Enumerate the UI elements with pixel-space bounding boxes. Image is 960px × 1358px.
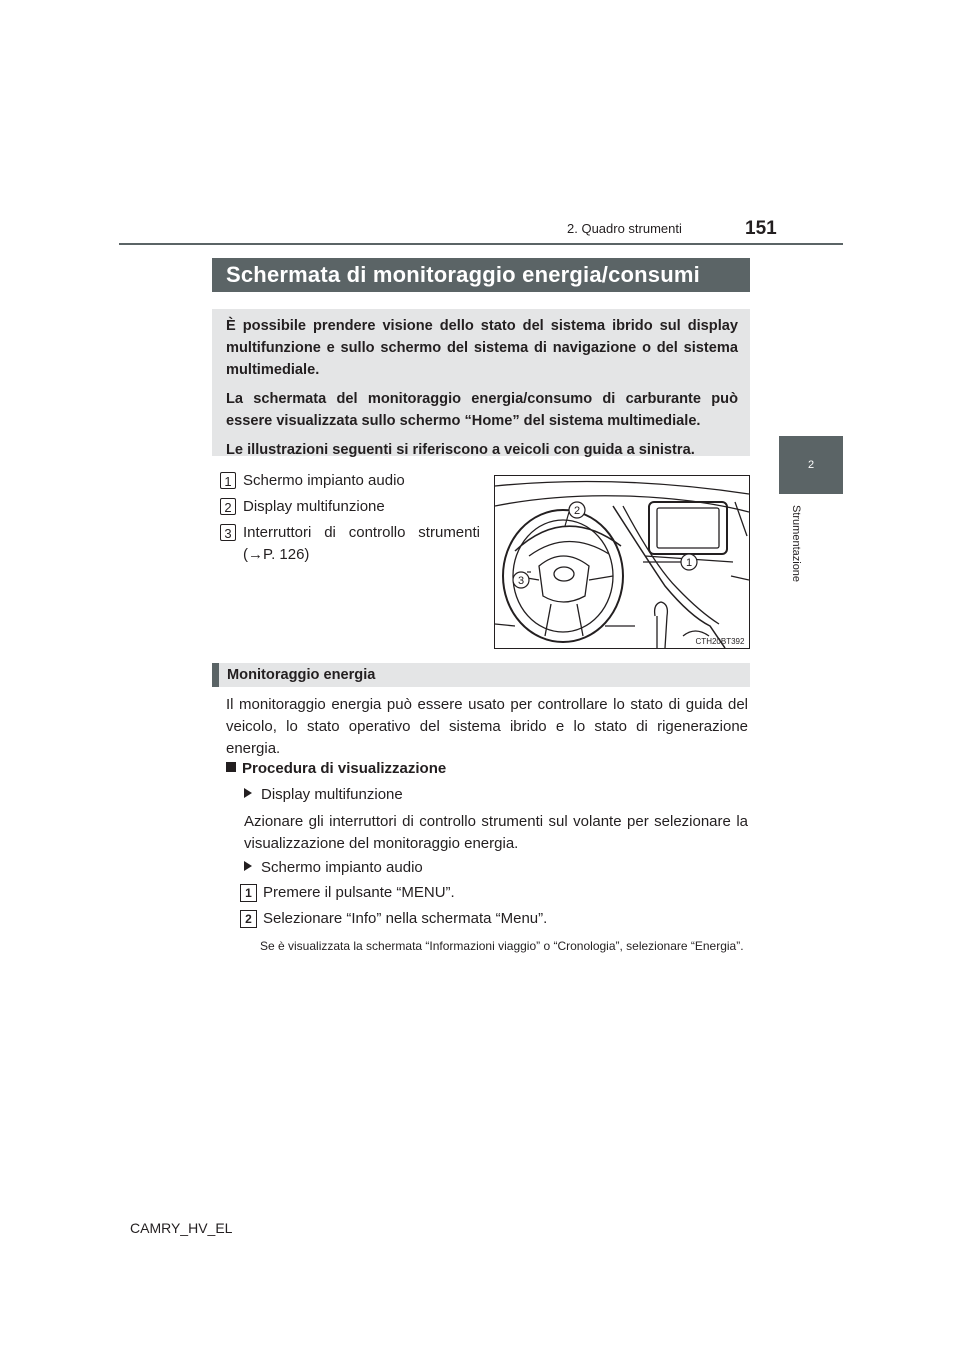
callout-label: 2 [573, 505, 581, 517]
page-number: 151 [745, 218, 777, 239]
legend-text: Interruttori di controllo strumenti (→P. 126) [243, 524, 480, 563]
footer-code: CAMRY_HV_EL [130, 1220, 233, 1236]
section-title: Schermata di monitoraggio energia/consumi [212, 258, 750, 292]
procedure-item-text: Azionare gli interruttori di controllo strumenti sul volante per selezionare la visualizzazione del monitoraggio energia. [244, 813, 748, 852]
callout-number: 2 [220, 498, 236, 515]
subsection-body: Il monitoraggio energia può essere usato per controllare lo stato di guida del veicolo, lo stato operativo del sistema ibrido e lo stato di rigenerazione energia. [226, 696, 748, 757]
step-2: 2 Selezionare “Info” nella schermata “Menu”. [240, 910, 547, 928]
triangle-bullet-icon [244, 861, 252, 871]
legend-text: Display multifunzione [243, 498, 385, 515]
callout-label: 3 [517, 575, 525, 587]
side-tab-chapter-number: 2 [779, 436, 843, 494]
square-bullet-icon [226, 762, 236, 772]
legend-text: Schermo impianto audio [243, 472, 405, 489]
procedure-item-multi-display: Display multifunzione [244, 786, 403, 803]
header-rule [119, 243, 843, 245]
side-tab-label: Strumentazione [790, 505, 802, 583]
procedure-item-audio-screen: Schermo impianto audio [244, 859, 423, 876]
step-number: 2 [240, 910, 257, 928]
callout-number: 1 [220, 472, 236, 489]
step-number: 1 [240, 884, 257, 902]
intro-paragraph: La schermata del monitoraggio energia/consumo di carburante può essere visualizzata sullo schermo “Home” del sistema multimediale. [226, 391, 738, 429]
intro-box [212, 309, 750, 456]
procedure-title: Procedura di visualizzazione [226, 760, 446, 777]
chapter-title: 2. Quadro strumenti [567, 221, 682, 236]
intro-paragraph: Le illustrazioni seguenti si riferiscono a veicoli con guida a sinistra. [226, 442, 695, 458]
step-1: 1 Premere il pulsante “MENU”. [240, 884, 455, 902]
callout-label: 1 [685, 557, 693, 569]
figure-code: CTH20BT392 [695, 637, 745, 646]
triangle-bullet-icon [244, 788, 252, 798]
dashboard-illustration [494, 475, 750, 649]
subsection-title: Monitoraggio energia [212, 663, 750, 687]
procedure-note: Se è visualizzata la schermata “Informazioni viaggio” o “Cronologia”, selezionare “Energia”. [260, 939, 744, 953]
dashboard-drawing [495, 476, 749, 648]
callout-number: 3 [220, 524, 236, 541]
intro-paragraph: È possibile prendere visione dello stato del sistema ibrido sul display multifunzione e sullo schermo del sistema di navigazione o del sistema multimediale. [226, 318, 738, 378]
